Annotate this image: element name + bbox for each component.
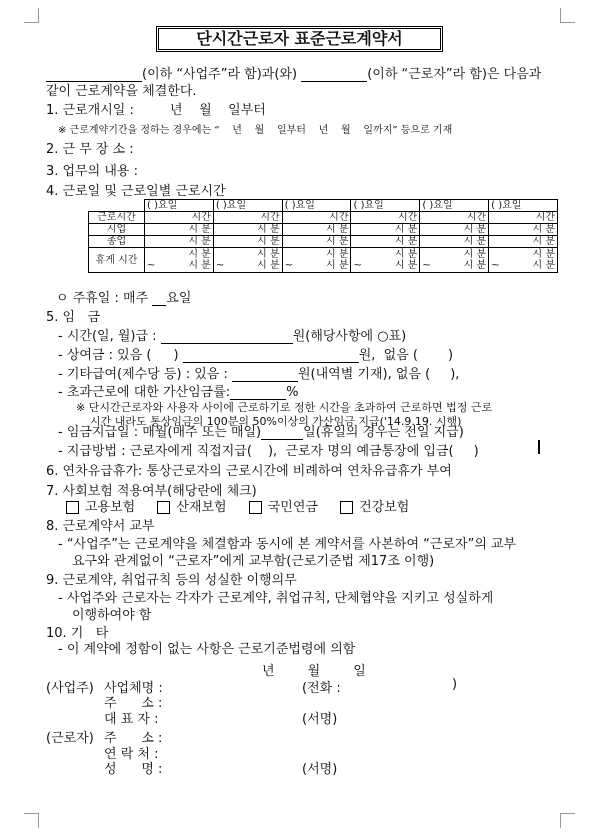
break-time-cell[interactable] bbox=[145, 248, 214, 273]
wage-label: - 임금지급일 : 매월(매주 또는 매일) bbox=[58, 425, 262, 440]
section-6: 6. 연차유급휴가: 통상근로자의 근로시간에 비례하여 연차유급휴가 부여 bbox=[46, 464, 452, 479]
insurance-option[interactable] bbox=[249, 500, 318, 515]
wage-label: - 시간(일, 월)급 : bbox=[58, 329, 157, 344]
other-amount-blank[interactable] bbox=[232, 367, 298, 382]
insurance-option[interactable] bbox=[157, 500, 226, 515]
contract-date: 년 월 일 bbox=[262, 664, 366, 679]
section-5: 5. 임 금 bbox=[46, 310, 101, 325]
checkbox[interactable] bbox=[249, 501, 262, 514]
tilde: ~ bbox=[491, 260, 500, 271]
end-time-cell[interactable]: 시 분 bbox=[420, 236, 489, 248]
break-start: 시 분 bbox=[532, 249, 555, 260]
section-1 bbox=[46, 99, 266, 118]
start-time-cell[interactable]: 시 분 bbox=[213, 224, 282, 236]
bonus-amount-blank[interactable] bbox=[183, 348, 359, 363]
section-8-line-1: - “사업주”는 근로계약을 체결함과 동시에 본 계약서를 사본하여 “근로자”의 교부 bbox=[58, 537, 517, 552]
break-end: 시 분 bbox=[325, 260, 349, 271]
holiday-suffix: 요일 bbox=[166, 291, 192, 306]
wage-label: - 초과근로에 대한 가산임금률: bbox=[58, 385, 231, 400]
break-time-cell[interactable] bbox=[213, 248, 282, 273]
row-label: 휴게 시간 bbox=[89, 248, 145, 273]
wage-payday bbox=[58, 421, 464, 440]
worker-signature[interactable]: (서명) bbox=[302, 762, 338, 777]
wage-hourly bbox=[58, 325, 406, 344]
start-date: 년 월 일부터 bbox=[169, 103, 266, 118]
row-label: 근로시간 bbox=[89, 212, 145, 224]
break-start: 시 분 bbox=[188, 249, 211, 260]
section-9-line-2: 이행하여야 함 bbox=[72, 608, 152, 623]
intro-text: (이하 “근로자”라 함)은 다음과 bbox=[367, 67, 542, 82]
tilde: ~ bbox=[353, 260, 362, 271]
break-end: 시 분 bbox=[463, 260, 487, 271]
section-8: 8. 근로계약서 교부 bbox=[46, 519, 155, 534]
insurance-options bbox=[66, 496, 409, 515]
insurance-label: 건강보험 bbox=[359, 500, 410, 515]
employer-rep-label: 대 표 자 : bbox=[104, 712, 159, 727]
wage-text: ) bbox=[447, 348, 454, 363]
break-end: 시 분 bbox=[394, 260, 418, 271]
wage-text: 원, 없음 ( bbox=[358, 348, 418, 363]
day-header: ( )요일 bbox=[489, 200, 558, 212]
table-cell bbox=[89, 200, 145, 212]
day-header: ( )요일 bbox=[420, 200, 489, 212]
end-time-cell[interactable]: 시 분 bbox=[351, 236, 420, 248]
wage-bonus bbox=[58, 344, 453, 363]
row-label: 종업 bbox=[89, 236, 145, 248]
holiday-blank[interactable] bbox=[152, 291, 166, 306]
wage-text: 원(내역별 기재), 없음 ( bbox=[297, 367, 431, 382]
start-time-cell[interactable]: 시 분 bbox=[489, 224, 558, 236]
checkbox[interactable] bbox=[157, 501, 170, 514]
crop-mark bbox=[24, 813, 39, 828]
insurance-label: 산재보험 bbox=[176, 500, 227, 515]
start-time-cell[interactable]: 시 분 bbox=[282, 224, 351, 236]
start-time-cell[interactable]: 시 분 bbox=[351, 224, 420, 236]
worker-tag: (근로자) bbox=[46, 731, 94, 746]
wage-note-1: ※ 단시간근로자와 사용자 사이에 근로하기로 정한 시간을 초과하여 근로하면 법정 근로 bbox=[76, 401, 493, 414]
section-label: 1. 근로개시일 : bbox=[46, 103, 134, 118]
break-end: 시 분 bbox=[532, 260, 555, 271]
wage-label: - 기타급여(제수당 등) : 있음 : bbox=[58, 367, 228, 382]
checkbox[interactable] bbox=[340, 501, 353, 514]
table-row bbox=[89, 248, 558, 273]
tilde: ~ bbox=[215, 260, 225, 271]
wage-label: - 상여금 : 있음 ( bbox=[58, 348, 152, 363]
wage-text: 원(해당사항에 ○표) bbox=[292, 329, 407, 344]
wage-overtime bbox=[58, 381, 299, 400]
employer-name-label: 사업체명 : bbox=[104, 681, 163, 696]
worker-contact-label: 연 락 처 : bbox=[104, 747, 159, 762]
day-header: ( )요일 bbox=[145, 200, 214, 212]
checkbox[interactable] bbox=[66, 501, 79, 514]
text-cursor bbox=[538, 440, 540, 454]
tilde: ~ bbox=[422, 260, 431, 271]
intro-text: (이하 “사업주”라 함)과(와) bbox=[142, 67, 298, 82]
end-time-cell[interactable]: 시 분 bbox=[282, 236, 351, 248]
wage-text: ) bbox=[473, 444, 479, 459]
day-header: ( )요일 bbox=[213, 200, 282, 212]
section-10: 10. 기 타 bbox=[46, 626, 109, 641]
day-header: ( )요일 bbox=[351, 200, 420, 212]
break-time-cell[interactable] bbox=[420, 248, 489, 273]
crop-mark bbox=[560, 8, 575, 23]
break-time-cell[interactable] bbox=[351, 248, 420, 273]
hours-cell[interactable]: 시간 bbox=[351, 212, 420, 224]
day-header: ( )요일 bbox=[282, 200, 351, 212]
hours-cell[interactable]: 시간 bbox=[282, 212, 351, 224]
wage-text: % bbox=[286, 385, 299, 400]
tilde: ~ bbox=[147, 260, 156, 271]
end-time-cell[interactable]: 시 분 bbox=[213, 236, 282, 248]
table-row bbox=[89, 200, 558, 212]
tilde: ~ bbox=[284, 260, 294, 271]
section-3: 3. 업무의 내용 : bbox=[46, 164, 138, 179]
break-start: 시 분 bbox=[394, 249, 418, 260]
section-9: 9. 근로계약, 취업규칙 등의 성실한 이행의무 bbox=[46, 573, 297, 588]
wage-other bbox=[58, 363, 459, 382]
end-time-cell[interactable]: 시 분 bbox=[145, 236, 214, 248]
wage-note-2: 시간 내라도 통상임금의 100분의 50%이상의 가산임금 지급('14.9.19. 시행) bbox=[90, 415, 462, 428]
section-7: 7. 사회보험 적용여부(해당란에 체크) bbox=[46, 484, 257, 499]
table-row bbox=[89, 212, 558, 224]
weekly-holiday bbox=[56, 287, 191, 306]
wage-method bbox=[58, 440, 479, 459]
employer-address-label: 주 소 : bbox=[104, 696, 163, 711]
section-1-note: ※ 근로계약기간을 정하는 경우에는 “ 년 월 일부터 년 월 일까지” 등으로 기재 bbox=[58, 125, 453, 136]
hours-cell[interactable]: 시간 bbox=[213, 212, 282, 224]
section-4: 4. 근로일 및 근로일별 근로시간 bbox=[46, 184, 226, 199]
row-label: 시업 bbox=[89, 224, 145, 236]
table-row bbox=[89, 236, 558, 248]
table-row bbox=[89, 224, 558, 236]
break-end: 시 분 bbox=[188, 260, 211, 271]
document-title: 단시간근로자 표준근로계약서 bbox=[156, 26, 443, 52]
break-start: 시 분 bbox=[463, 249, 487, 260]
employer-phone-label: (전화 : bbox=[302, 681, 341, 696]
employer-tag: (사업주) bbox=[46, 681, 94, 696]
overtime-rate-blank[interactable] bbox=[230, 385, 286, 400]
wage-text: ), 근로자 명의 예금통장에 입금( bbox=[267, 444, 454, 459]
section-10-line-1: - 이 계약에 정함이 없는 사항은 근로기준법령에 의함 bbox=[58, 642, 356, 657]
section-8-line-2: 요구와 관계없이 “근로자”에게 교부함(근로기준법 제17조 이행) bbox=[72, 554, 435, 569]
wage-text: ), bbox=[450, 367, 460, 382]
worker-blank[interactable] bbox=[301, 67, 367, 82]
insurance-option[interactable] bbox=[66, 500, 135, 515]
employer-phone-end: ) bbox=[452, 677, 458, 692]
insurance-option[interactable] bbox=[340, 500, 409, 515]
break-start: 시 분 bbox=[325, 249, 349, 260]
hours-cell[interactable]: 시간 bbox=[145, 212, 214, 224]
wage-label: - 지급방법 : 근로자에게 직접지급( bbox=[58, 444, 252, 459]
start-time-cell[interactable]: 시 분 bbox=[145, 224, 214, 236]
work-hours-table bbox=[88, 199, 558, 273]
intro-line-2: 같이 근로계약을 체결한다. bbox=[46, 84, 197, 99]
start-time-cell[interactable]: 시 분 bbox=[420, 224, 489, 236]
section-2: 2. 근 무 장 소 : bbox=[46, 142, 134, 157]
crop-mark bbox=[24, 8, 39, 23]
hours-cell[interactable]: 시간 bbox=[420, 212, 489, 224]
break-start: 시 분 bbox=[257, 249, 280, 260]
break-time-cell[interactable] bbox=[282, 248, 351, 273]
payday-blank[interactable] bbox=[261, 425, 303, 440]
end-time-cell[interactable]: 시 분 bbox=[489, 236, 558, 248]
insurance-label: 국민연금 bbox=[267, 500, 318, 515]
wage-text: ) bbox=[173, 348, 179, 363]
employer-signature[interactable]: (서명) bbox=[302, 712, 338, 727]
hours-cell[interactable]: 시간 bbox=[489, 212, 558, 224]
worker-name-label: 성 명 : bbox=[104, 762, 163, 777]
wage-text: 일(휴일의 경우는 전일 지급) bbox=[303, 425, 464, 440]
insurance-label: 고용보험 bbox=[85, 500, 136, 515]
break-end: 시 분 bbox=[257, 260, 280, 271]
wage-amount-blank[interactable] bbox=[161, 329, 293, 344]
section-9-line-1: - 사업주와 근로자는 각자가 근로계약, 취업규칙, 단체협약을 지키고 성실하게 bbox=[58, 591, 494, 606]
crop-mark bbox=[560, 813, 575, 828]
worker-address-label: 주 소 : bbox=[104, 731, 163, 746]
break-time-cell[interactable] bbox=[489, 248, 558, 273]
holiday-label: ㅇ 주휴일 : 매주 bbox=[56, 291, 149, 306]
